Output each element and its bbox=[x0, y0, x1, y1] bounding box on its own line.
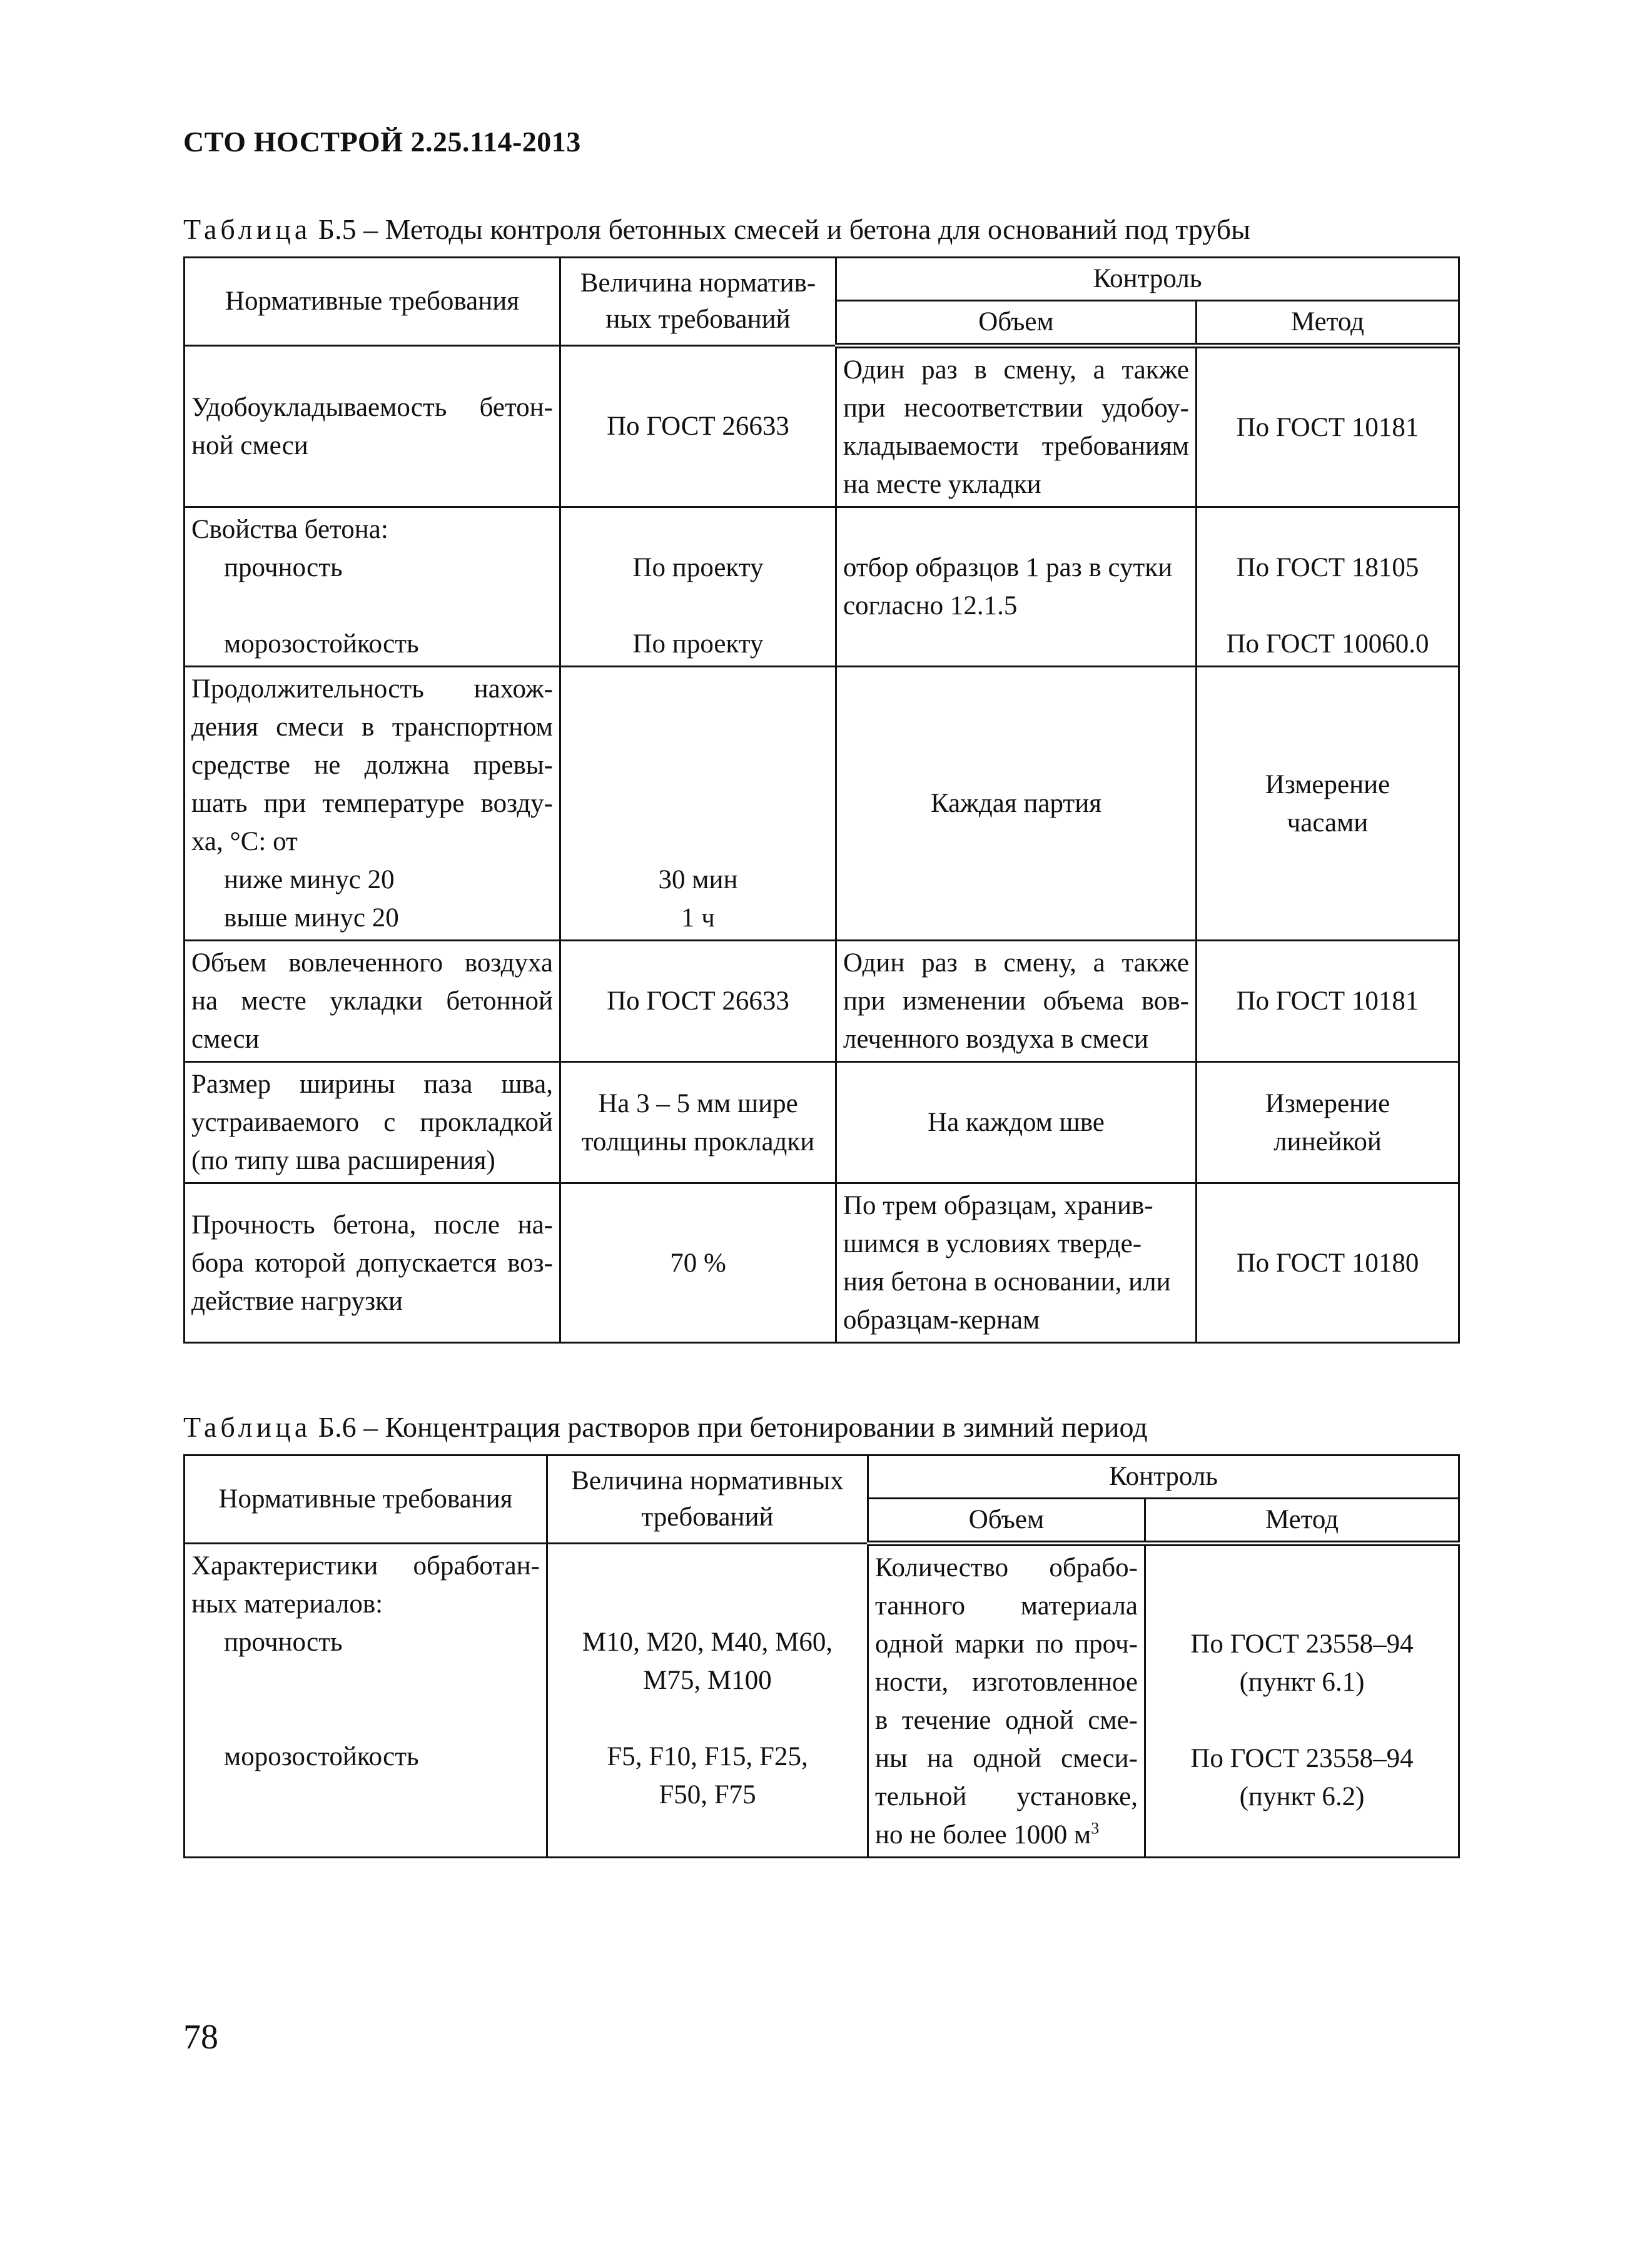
table5-row6-method: По ГОСТ 10180 bbox=[1197, 1183, 1459, 1343]
table-row bbox=[185, 346, 1459, 507]
table-b5 bbox=[183, 256, 1460, 1344]
table5-row5-method: Измерение линейкой bbox=[1197, 1062, 1459, 1183]
page-number: 78 bbox=[183, 2018, 218, 2057]
table-row bbox=[185, 1062, 1459, 1183]
table5-row4-requirement: Объем вовлеченного воздуха на месте укладки бетонной смеси bbox=[185, 941, 560, 1062]
table5-row5-requirement: Размер ширины паза шва, устраиваемого с прокладкой (по типу шва расширения) bbox=[185, 1062, 560, 1183]
table-row bbox=[185, 1544, 1459, 1858]
table-row bbox=[185, 507, 1459, 667]
table6-row1-volume: Количество обрабо- танного материала одной марки по проч- ности, изготовленное в течение одной сме- ны на одной смеси- тельной установке, но не более 1000 $м^3$ bbox=[868, 1544, 1145, 1858]
table5-row4-volume: Один раз в смену, а также при изменении объема вов- леченного воздуха в смеси bbox=[836, 941, 1197, 1062]
table5-row6-volume: По трем образцам, хранив- шимся в условиях тверде- ния бетона в основании, или образцам-кернам bbox=[836, 1183, 1197, 1343]
table5-row2-values: По проекту По проекту bbox=[560, 507, 836, 667]
table5-row3-volume: Каждая партия bbox=[836, 667, 1197, 941]
table5-row2-volume: отбор образцов 1 раз в сутки согласно 12.1.5 bbox=[836, 507, 1197, 667]
table5-header-requirements: Нормативные требования bbox=[185, 258, 560, 346]
table5-caption-text: Б.5 – Методы контроля бетонных смесей и бетона для оснований под трубы bbox=[311, 213, 1251, 245]
table5-row5-value: На 3 – 5 мм шире толщины прокладки bbox=[560, 1062, 836, 1183]
table5-row1-volume: Один раз в смену, а также при несоответствии удобоу- кладываемости требованиям на месте укладки bbox=[836, 346, 1197, 507]
table5-row6-requirement: Прочность бетона, после на- бора которой допускается воз- действие нагрузки bbox=[185, 1183, 560, 1343]
table6-caption-label: Таблица bbox=[183, 1411, 311, 1443]
table6-header-row bbox=[185, 1455, 1459, 1499]
table5-header-value: Величина норматив- ных требований bbox=[560, 258, 836, 346]
table6-header-method: Метод bbox=[1145, 1499, 1459, 1544]
table6-row1-methods: По ГОСТ 23558–94 (пункт 6.1) По ГОСТ 23558–94 (пункт 6.2) bbox=[1145, 1544, 1459, 1858]
table6-header-value: Величина нормативных требований bbox=[547, 1455, 868, 1544]
table5-row4-method: По ГОСТ 10181 bbox=[1197, 941, 1459, 1062]
table5-caption-label: Таблица bbox=[183, 213, 311, 245]
table5-row3-values: 30 мин 1 ч bbox=[560, 667, 836, 941]
table5-row1-requirement: Удобоукладываемость бетон- ной смеси bbox=[185, 346, 560, 507]
table-row bbox=[185, 941, 1459, 1062]
table5-header-method: Метод bbox=[1197, 301, 1459, 346]
table6-header-volume: Объем bbox=[868, 1499, 1145, 1544]
table5-row3-method: Измерение часами bbox=[1197, 667, 1459, 941]
table5-row3-requirement: Продолжительность нахож- дения смеси в транспортном средстве не должна превы- шать при температуре возду- ха, °С: от ниже минус 20 выше минус 20 bbox=[185, 667, 560, 941]
table6-caption-text: Б.6 – Концентрация растворов при бетонировании в зимний период bbox=[311, 1411, 1148, 1443]
table5-caption bbox=[183, 213, 1250, 246]
table6-row1-requirement: Характеристики обработан- ных материалов: прочность морозостойкость bbox=[185, 1544, 547, 1858]
table5-row4-value: По ГОСТ 26633 bbox=[560, 941, 836, 1062]
table5-header-row bbox=[185, 258, 1459, 301]
table5-row6-value: 70 % bbox=[560, 1183, 836, 1343]
table5-row1-method: По ГОСТ 10181 bbox=[1197, 346, 1459, 507]
table-row bbox=[185, 1183, 1459, 1343]
table6-header-requirements: Нормативные требования bbox=[185, 1455, 547, 1544]
table6-caption bbox=[183, 1410, 1148, 1444]
table5-header-control: Контроль bbox=[836, 258, 1459, 301]
table-b6 bbox=[183, 1454, 1460, 1858]
table5-row2-methods: По ГОСТ 18105 По ГОСТ 10060.0 bbox=[1197, 507, 1459, 667]
table6-header-control: Контроль bbox=[868, 1455, 1459, 1499]
table5-row5-volume: На каждом шве bbox=[836, 1062, 1197, 1183]
table5-row2-requirement: Свойства бетона: прочность морозостойкость bbox=[185, 507, 560, 667]
table5-header-volume: Объем bbox=[836, 301, 1197, 346]
table-row bbox=[185, 667, 1459, 941]
document-header: СТО НОСТРОЙ 2.25.114-2013 bbox=[183, 126, 581, 158]
table6-row1-values: М10, М20, М40, М60, М75, М100 F5, F10, F15, F25, F50, F75 bbox=[547, 1544, 868, 1858]
table5-row1-value: По ГОСТ 26633 bbox=[560, 346, 836, 507]
